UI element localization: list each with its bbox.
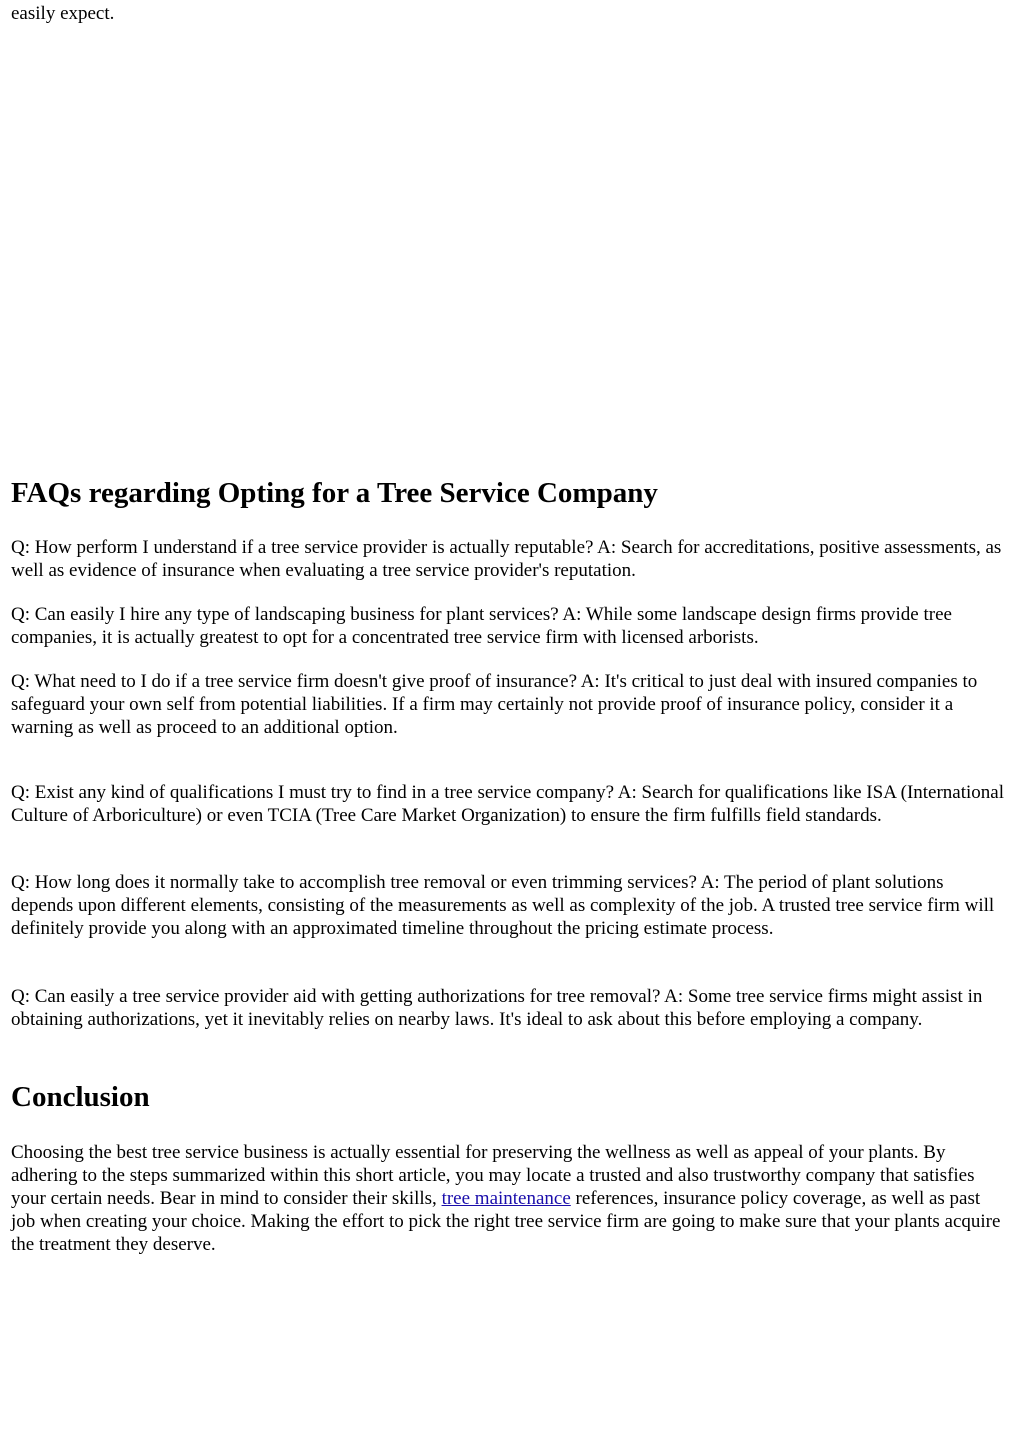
faq-item: Q: Can easily I hire any type of landscaping business for plant services? A: While some landscape design firms provide tree companies, it is actually greatest to opt for a concentrated tree service firm with licensed arborists.	[11, 604, 952, 649]
faq-heading: FAQs regarding Opting for a Tree Service Company	[11, 477, 658, 509]
faq-item: Q: Exist any kind of qualifications I must try to find in a tree service company? A: Search for qualifications like ISA (International Culture of Arboriculture) or even TCIA (Tree Care Market Organization) to ensure the firm fulfills field standards.	[11, 782, 1005, 827]
conclusion-text-after-link: references, insurance policy coverage, as well as past job when creating your choice. Making the effort to pick the right tree service firm are going to make sure that your plants acquire the treatment they deserve.	[11, 1188, 1001, 1256]
faq-item: Q: Can easily a tree service provider aid with getting authorizations for tree removal? A: Some tree service firms might assist in obtaining authorizations, yet it inevitably relies on nearby laws. It's ideal to ask about this before employing a company.	[11, 986, 983, 1031]
faq-item: Q: How perform I understand if a tree service provider is actually reputable? A: Search for accreditations, positive assessments, as well as evidence of insurance when evaluating a tree service provider's reputation.	[11, 537, 1002, 582]
conclusion-paragraph	[11, 1141, 1007, 1256]
intro-fragment: easily expect.	[11, 3, 115, 24]
conclusion-heading: Conclusion	[11, 1081, 150, 1113]
conclusion-text-before-link: Choosing the best tree service business is actually essential for preserving the wellness as well as appeal of your plants. By adhering to the steps summarized within this short article, you may locate a trusted and also trustworthy company that satisfies your certain needs. Bear in mind to consider their skills,	[11, 1142, 975, 1210]
faq-item: Q: How long does it normally take to accomplish tree removal or even trimming services? A: The period of plant solutions depends upon different elements, consisting of the measurements as well as complexity of the job. A trusted tree service firm will definitely provide you along with an approximated timeline throughout the pricing estimate process.	[11, 872, 995, 940]
tree-maintenance-link[interactable]: tree maintenance	[441, 1188, 571, 1210]
faq-item: Q: What need to I do if a tree service firm doesn't give proof of insurance? A: It's critical to just deal with insured companies to safeguard your own self from potential liabilities. If a firm may certainly not provide proof of insurance policy, consider it a warning as well as proceed to an additional option.	[11, 671, 978, 739]
